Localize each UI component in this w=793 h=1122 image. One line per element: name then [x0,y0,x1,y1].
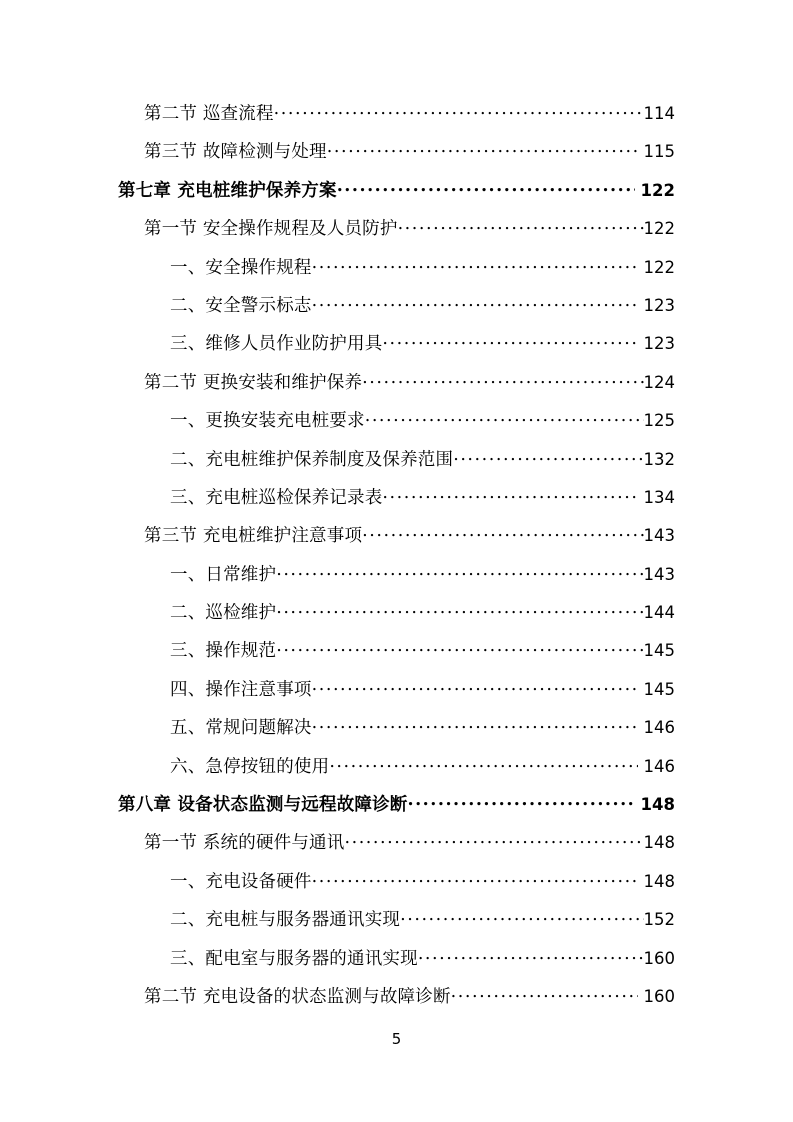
toc-entry-page-number: 145 [643,679,675,699]
toc-entry-item[interactable] [170,254,675,292]
toc-entry-page-number: 148 [640,795,675,815]
toc-leader-dots [312,255,638,273]
toc-entry-section[interactable] [144,829,675,867]
toc-entry-item[interactable] [170,446,675,484]
toc-entry-section[interactable] [144,369,675,407]
toc-leader-dots [312,293,638,311]
toc-entry-chapter[interactable] [118,791,675,829]
toc-entry-label: 第一节 系统的硬件与通讯 [144,833,345,854]
toc-entry-chapter[interactable] [118,177,675,215]
toc-leader-dots [312,716,638,734]
toc-entry-item[interactable] [170,599,675,637]
toc-leader-dots [276,639,643,657]
toc-entry-label: 第二节 更换安装和维护保养 [144,372,363,393]
table-of-contents [118,100,675,1021]
toc-entry-page-number: 145 [643,641,675,661]
toc-entry-page-number: 124 [643,372,675,392]
toc-entry-item[interactable] [170,753,675,791]
toc-entry-page-number: 160 [643,948,675,968]
toc-entry-page-number: 122 [643,257,675,277]
toc-entry-label: 三、操作规范 [170,641,277,662]
toc-leader-dots [382,332,637,350]
toc-entry-label: 二、安全警示标志 [170,295,312,316]
toc-entry-label: 第一节 安全操作规程及人员防护 [144,219,398,240]
toc-entry-page-number: 123 [643,334,675,354]
toc-entry-item[interactable] [170,714,675,752]
toc-leader-dots [312,677,638,695]
toc-entry-section[interactable] [144,100,675,138]
toc-entry-page-number: 146 [643,718,675,738]
toc-leader-dots [274,102,644,120]
toc-entry-label: 一、更换安装充电桩要求 [170,411,365,432]
toc-entry-page-number: 144 [643,603,675,623]
toc-leader-dots [329,754,637,772]
toc-entry-page-number: 114 [643,104,675,123]
toc-entry-section[interactable] [144,215,675,253]
toc-entry-item[interactable] [170,407,675,445]
toc-entry-label: 五、常规问题解决 [170,718,312,739]
toc-entry-page-number: 148 [643,871,675,891]
toc-entry-item[interactable] [170,484,675,522]
toc-entry-label: 二、充电桩维护保养制度及保养范围 [170,449,454,470]
toc-entry-label: 一、充电设备硬件 [170,871,312,892]
toc-entry-page-number: 122 [640,180,675,200]
toc-leader-dots [362,370,643,388]
toc-entry-page-number: 132 [643,449,675,469]
toc-leader-dots [451,984,638,1002]
toc-entry-label: 第七章 充电桩维护保养方案 [118,180,337,201]
toc-entry-label: 二、巡检维护 [170,603,277,624]
toc-leader-dots [398,217,644,235]
toc-entry-label: 一、安全操作规程 [170,257,312,278]
toc-entry-item[interactable] [170,637,675,675]
page-number-footer: 5 [391,1030,402,1048]
toc-entry-label: 一、日常维护 [170,564,277,585]
toc-leader-dots [337,178,635,196]
toc-entry-item[interactable] [170,292,675,330]
toc-entry-label: 六、急停按钮的使用 [170,756,330,777]
toc-entry-page-number: 143 [643,564,675,584]
toc-entry-label: 第三节 充电桩维护注意事项 [144,526,363,547]
toc-leader-dots [365,409,644,427]
toc-entry-section[interactable] [144,138,675,176]
toc-entry-label: 三、维修人员作业防护用具 [170,334,383,355]
toc-entry-page-number: 160 [643,986,675,1006]
toc-entry-page-number: 115 [643,142,675,162]
toc-entry-item[interactable] [170,945,675,983]
toc-entry-item[interactable] [170,906,675,944]
toc-leader-dots [362,524,643,542]
toc-entry-label: 第二节 巡查流程 [144,104,274,124]
toc-entry-page-number: 134 [643,487,675,507]
toc-leader-dots [382,485,637,503]
toc-leader-dots [408,793,635,811]
toc-entry-label: 第八章 设备状态监测与远程故障诊断 [118,795,408,816]
toc-entry-label: 第三节 故障检测与处理 [144,142,327,163]
toc-leader-dots [312,869,638,887]
toc-entry-page-number: 143 [643,526,675,546]
toc-entry-section[interactable] [144,522,675,560]
toc-entry-item[interactable] [170,868,675,906]
toc-entry-label: 第二节 充电设备的状态监测与故障诊断 [144,986,451,1007]
toc-leader-dots [400,908,643,926]
toc-entry-item[interactable] [170,561,675,599]
toc-entry-item[interactable] [170,676,675,714]
toc-entry-label: 三、配电室与服务器的通讯实现 [170,948,418,969]
toc-entry-page-number: 148 [643,833,675,853]
toc-entry-label: 二、充电桩与服务器通讯实现 [170,910,401,931]
toc-entry-label: 四、操作注意事项 [170,679,312,700]
toc-entry-section[interactable] [144,983,675,1021]
toc-leader-dots [344,831,643,849]
toc-entry-page-number: 152 [643,910,675,930]
toc-entry-page-number: 125 [643,411,675,431]
toc-entry-page-number: 123 [643,295,675,315]
toc-entry-item[interactable] [170,330,675,368]
toc-entry-page-number: 122 [643,219,675,239]
toc-leader-dots [276,601,643,619]
toc-entry-label: 三、充电桩巡检保养记录表 [170,487,383,508]
toc-leader-dots [276,562,643,580]
toc-leader-dots [418,946,644,964]
toc-leader-dots [453,447,643,465]
toc-leader-dots [327,140,638,158]
toc-entry-page-number: 146 [643,756,675,776]
